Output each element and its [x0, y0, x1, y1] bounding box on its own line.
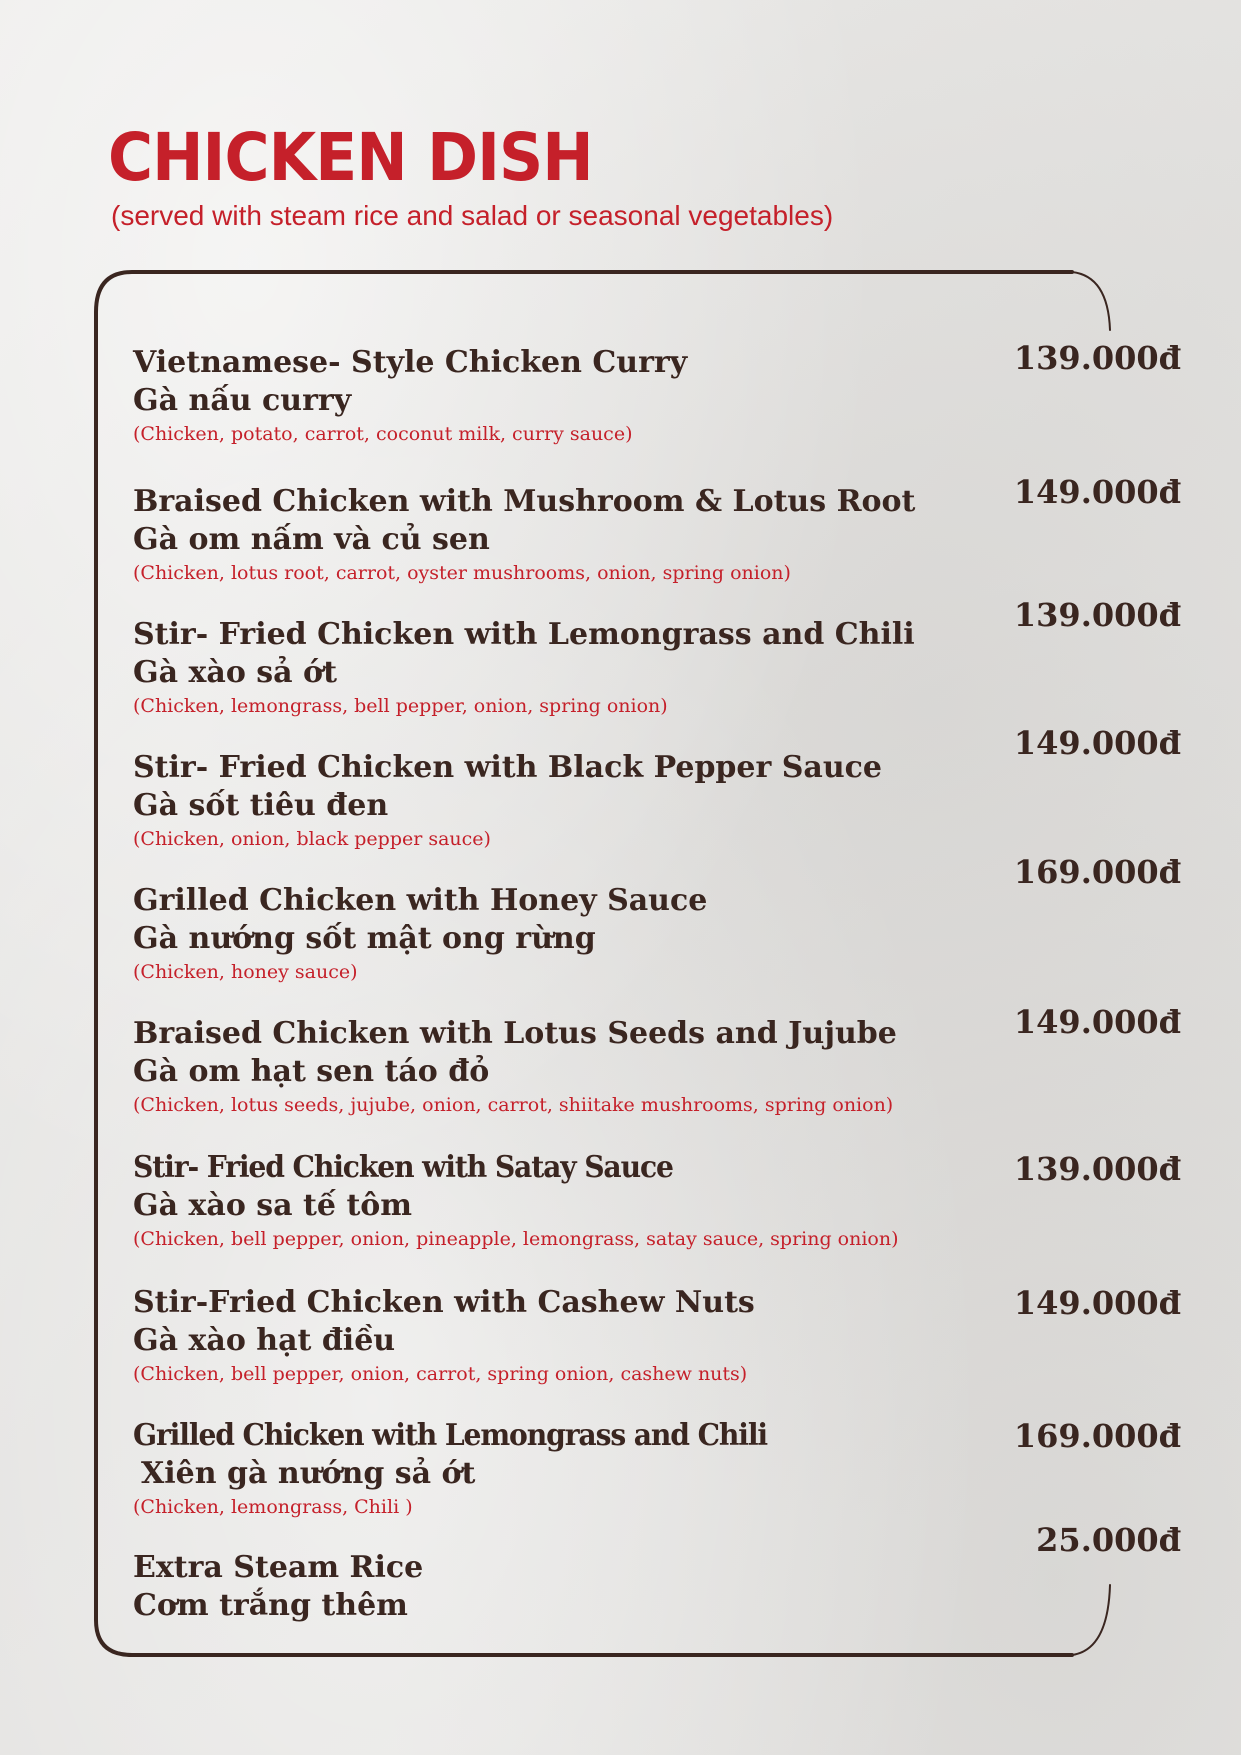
dish-name-vi: Gà om nấm và củ sen	[133, 522, 490, 557]
dish-price: 149.000đ	[1013, 1003, 1181, 1041]
menu-item-braised-mushroom-lotus	[133, 483, 1033, 587]
dish-name-en: Stir- Fried Chicken with Black Pepper Sauce	[133, 750, 883, 785]
menu-item-chicken-curry	[133, 344, 1033, 448]
menu-item-honey-sauce	[133, 882, 1033, 986]
dish-name-en: Vietnamese- Style Chicken Curry	[133, 345, 688, 380]
dish-price: 149.000đ	[1013, 1284, 1181, 1322]
dish-name-vi: Xiên gà nướng sả ớt	[141, 1456, 476, 1491]
dish-price: 169.000đ	[1013, 853, 1181, 891]
menu-item-grilled-lemongrass-chili	[133, 1417, 1033, 1521]
dish-description: (Chicken, bell pepper, onion, pineapple, lemongrass, satay sauce, spring onion)	[133, 1228, 899, 1250]
dish-description: (Chicken, lemongrass, bell pepper, onion, spring onion)	[133, 695, 668, 717]
menu-item-cashew-nuts	[133, 1284, 1033, 1388]
dish-name-en: Grilled Chicken with Honey Sauce	[133, 883, 708, 918]
dish-name-vi: Gà sốt tiêu đen	[133, 788, 389, 823]
menu-item-lotus-seeds-jujube	[133, 1015, 1033, 1119]
dish-price: 139.000đ	[1013, 339, 1181, 377]
dish-name-vi: Gà nướng sốt mật ong rừng	[133, 921, 596, 956]
page-title: CHICKEN DISH	[108, 119, 593, 196]
menu-item-extra-rice	[133, 1549, 1033, 1625]
menu-item-satay-sauce	[133, 1149, 1033, 1253]
dish-price: 25.000đ	[1036, 1521, 1181, 1559]
dish-name-en: Braised Chicken with Lotus Seeds and Jujube	[133, 1016, 897, 1051]
dish-name-vi: Gà om hạt sen táo đỏ	[133, 1054, 490, 1089]
dish-name-en: Extra Steam Rice	[133, 1550, 424, 1585]
dish-price: 149.000đ	[1013, 724, 1181, 762]
dish-description: (Chicken, bell pepper, onion, carrot, spring onion, cashew nuts)	[133, 1363, 748, 1385]
dish-name-en: Stir- Fried Chicken with Lemongrass and Chili	[133, 617, 915, 652]
dish-description: (Chicken, lotus seeds, jujube, onion, carrot, shiitake mushrooms, spring onion)	[133, 1094, 894, 1116]
dish-description: (Chicken, lemongrass, Chili )	[133, 1496, 413, 1518]
dish-name-vi: Cơm trắng thêm	[133, 1588, 408, 1623]
page-subtitle: (served with steam rice and salad or seasonal vegetables)	[111, 200, 834, 231]
dish-price: 139.000đ	[1013, 596, 1181, 634]
menu-item-black-pepper	[133, 749, 1033, 853]
dish-description: (Chicken, lotus root, carrot, oyster mushrooms, onion, spring onion)	[133, 562, 791, 584]
dish-name-en: Stir-Fried Chicken with Cashew Nuts	[133, 1285, 755, 1320]
dish-name-vi: Gà xào sả ớt	[133, 655, 337, 690]
dish-description: (Chicken, potato, carrot, coconut milk, curry sauce)	[133, 423, 633, 445]
menu-item-lemongrass-chili	[133, 616, 1033, 720]
dish-name-en: Braised Chicken with Mushroom & Lotus Root	[133, 484, 916, 519]
dish-price: 149.000đ	[1013, 473, 1181, 511]
dish-name-vi: Gà nấu curry	[133, 383, 352, 418]
dish-name-en: Stir- Fried Chicken with Satay Sauce	[133, 1150, 673, 1185]
dish-price: 169.000đ	[1013, 1417, 1181, 1455]
dish-name-vi: Gà xào hạt điều	[133, 1323, 396, 1358]
dish-description: (Chicken, onion, black pepper sauce)	[133, 828, 491, 850]
dish-description: (Chicken, honey sauce)	[133, 961, 358, 983]
dish-price: 139.000đ	[1013, 1150, 1181, 1188]
dish-name-en: Grilled Chicken with Lemongrass and Chili	[133, 1418, 768, 1453]
dish-name-vi: Gà xào sa tế tôm	[133, 1188, 413, 1223]
